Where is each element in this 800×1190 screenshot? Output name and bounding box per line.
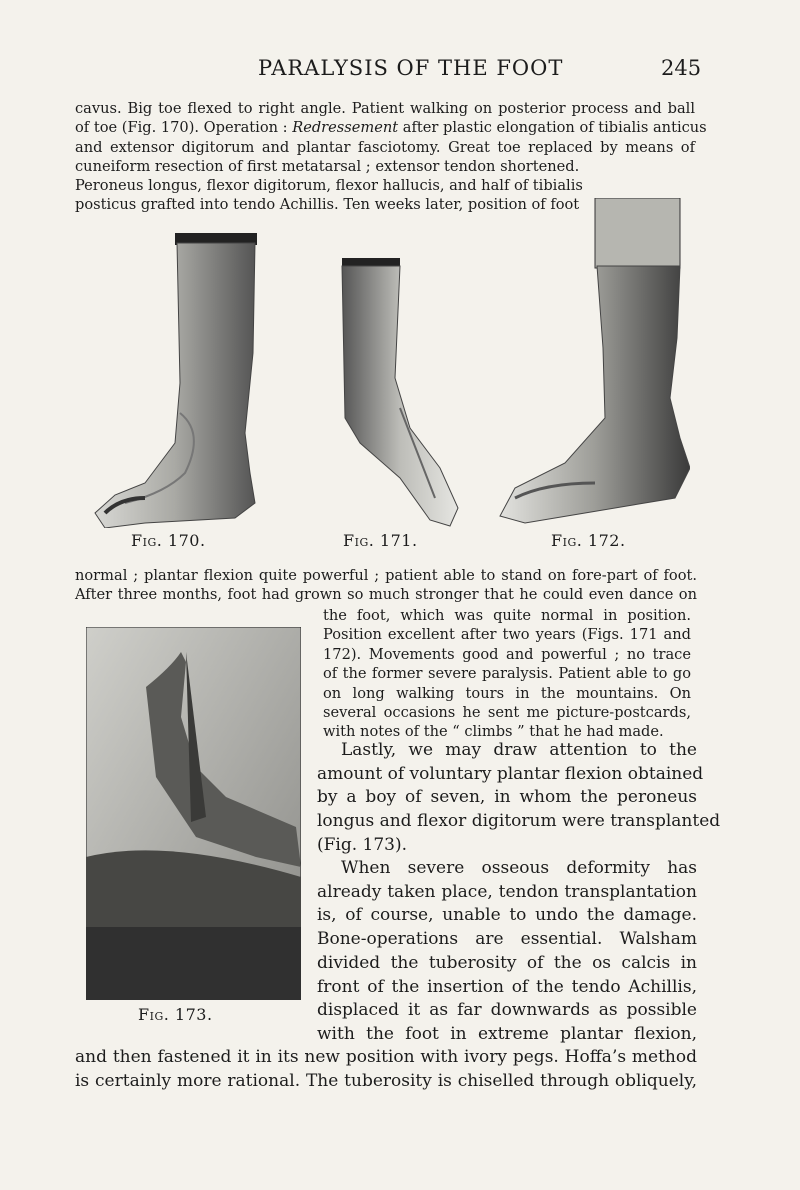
text-line: with the foot in extreme plantar flexion, <box>317 1023 697 1044</box>
middle-paragraph <box>75 566 697 605</box>
text-line <box>75 118 707 137</box>
large-paragraph-2 <box>317 857 697 1047</box>
narrow-paragraph <box>323 606 691 742</box>
text-line: and extensor digitorum and plantar fasciotomy. Great toe replaced by means of <box>75 138 695 156</box>
text-line: is, of course, unable to undo the damage. <box>317 905 697 926</box>
figure-172-image <box>485 198 690 528</box>
running-title: PARALYSIS OF THE FOOT <box>258 56 564 80</box>
text-line: by a boy of seven, in whom the peroneus <box>317 787 697 808</box>
text-line: 172). Movements good and powerful ; no trace <box>323 645 691 663</box>
page-number: 245 <box>661 56 702 80</box>
figure-170-caption: Fig. 170. <box>131 531 206 550</box>
text-line: already taken place, tendon transplantation <box>317 881 697 902</box>
text-line: Peroneus longus, flexor digitorum, flexor hallucis, and half of tibialis <box>75 177 583 194</box>
text-line: (Fig. 173). <box>317 834 408 855</box>
figure-173-caption: Fig. 173. <box>138 1005 213 1024</box>
text-line: front of the insertion of the tendo Achillis, <box>317 976 697 997</box>
text-line: of the former severe paralysis. Patient able to go <box>323 665 691 683</box>
text-line: with notes of the “ climbs ” that he had made. <box>323 723 664 741</box>
text-line: After three months, foot had grown so much stronger that he could even dance on <box>75 586 697 604</box>
text-line: normal ; plantar flexion quite powerful ; patient able to stand on fore-part of foot. <box>75 567 697 584</box>
text-line: When severe osseous deformity has <box>341 858 697 878</box>
text-line: Lastly, we may draw attention to the <box>341 740 697 760</box>
text-line: displaced it as far downwards as possible <box>317 1000 697 1021</box>
large-paragraph-1 <box>317 739 721 858</box>
figure-170-image <box>85 233 260 528</box>
text-line: is certainly more rational. The tuberosity is chiselled through obliquely, <box>75 1070 697 1091</box>
text-line: and then fastened it in its new position with ivory pegs. Hoffa’s method <box>75 1047 697 1067</box>
bottom-paragraph <box>75 1046 697 1093</box>
text-line: cuneiform resection of first metatarsal ; extensor tendon shortened. <box>75 158 580 175</box>
top-paragraph <box>75 99 707 157</box>
text-line: on long walking tours in the mountains. On <box>323 684 691 702</box>
text-span: of toe (Fig. 170). Operation : <box>75 119 293 137</box>
figure-171-image <box>340 258 465 528</box>
text-line: several occasions he sent me picture-postcards, <box>323 704 691 722</box>
figure-172-caption: Fig. 172. <box>551 531 626 550</box>
text-line: longus and flexor digitorum were transplanted <box>317 811 721 832</box>
figure-173-image <box>86 627 301 1000</box>
italic-term: Redressement <box>292 119 399 137</box>
text-line: cavus. Big toe flexed to right angle. Patient walking on posterior process and ball <box>75 100 695 117</box>
text-line: posticus grafted into tendo Achillis. Ten weeks later, position of foot <box>75 196 580 214</box>
page-header <box>0 56 800 86</box>
text-line: Position excellent after two years (Figs. 171 and <box>323 626 691 644</box>
text-line: divided the tuberosity of the os calcis in <box>317 952 697 973</box>
text-span: after plastic elongation of tibialis anticus <box>402 119 707 137</box>
text-line: the foot, which was quite normal in position. <box>323 607 691 624</box>
text-line: amount of voluntary plantar flexion obtained <box>317 763 704 784</box>
top-paragraph-cont <box>75 157 615 176</box>
figure-171-caption: Fig. 171. <box>343 531 418 550</box>
text-line: Bone-operations are essential. Walsham <box>317 929 697 950</box>
